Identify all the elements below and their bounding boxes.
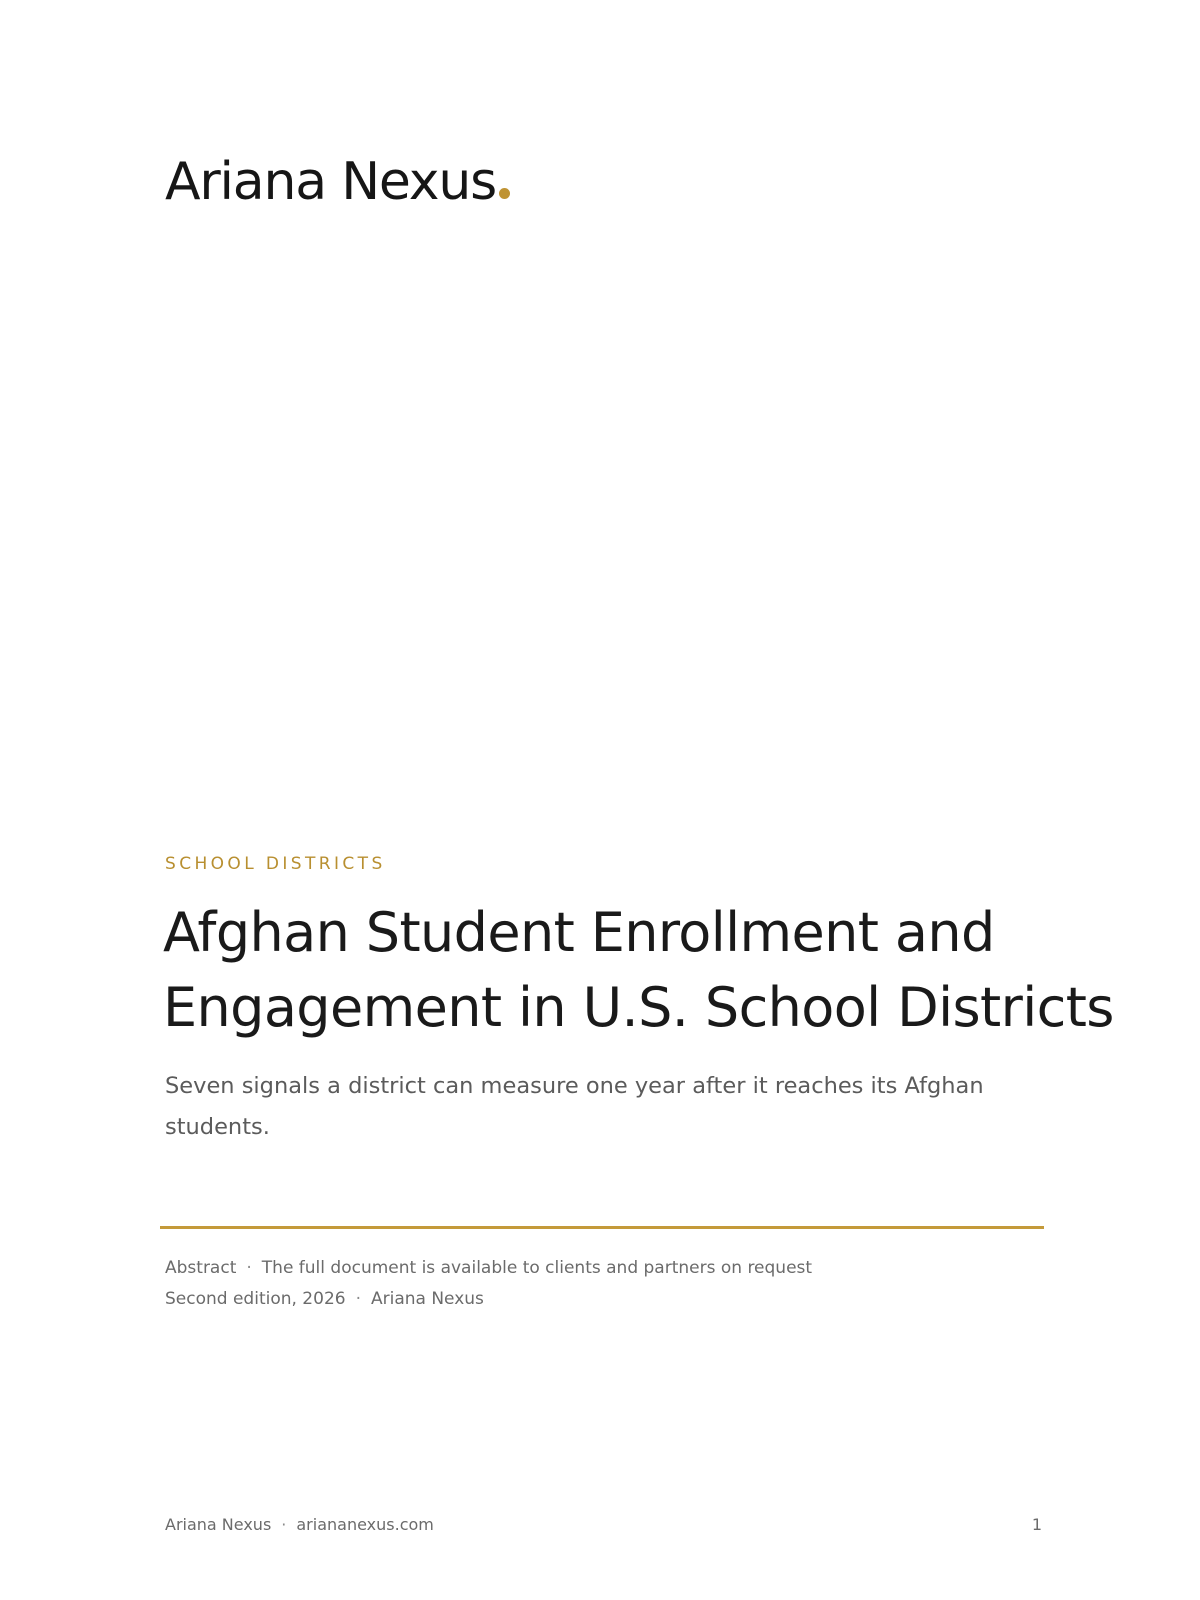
meta-document-type: Abstract (165, 1258, 237, 1278)
meta-publisher: Ariana Nexus (370, 1289, 484, 1309)
meta-separator: · (355, 1289, 361, 1309)
meta-edition: Second edition, 2026 (165, 1289, 346, 1309)
document-title-line-1: Afghan Student Enrollment and (163, 901, 995, 964)
brand-logo (165, 152, 510, 212)
page-footer (165, 1515, 434, 1534)
brand-logo-dot (499, 188, 510, 199)
meta-availability-note: The full document is available to clients and partners on request (261, 1258, 813, 1278)
meta-line-2 (165, 1284, 812, 1315)
meta-line-1 (165, 1253, 812, 1284)
document-subtitle: Seven signals a district can measure one year after it reaches its Afghan students. (165, 1073, 984, 1140)
divider-rule (160, 1226, 1044, 1229)
footer-website-link[interactable]: ariananexus.com (296, 1515, 434, 1534)
document-title (163, 895, 1114, 1045)
page-number: 1 (1031, 1515, 1042, 1534)
footer-company: Ariana Nexus (165, 1515, 272, 1534)
document-meta (165, 1253, 812, 1315)
brand-logo-text: Ariana Nexus (165, 152, 497, 212)
document-category: SCHOOL DISTRICTS (165, 854, 386, 874)
document-title-line-2: Engagement in U.S. School Districts (163, 976, 1114, 1039)
meta-separator: · (246, 1258, 252, 1278)
footer-separator: · (281, 1515, 287, 1534)
